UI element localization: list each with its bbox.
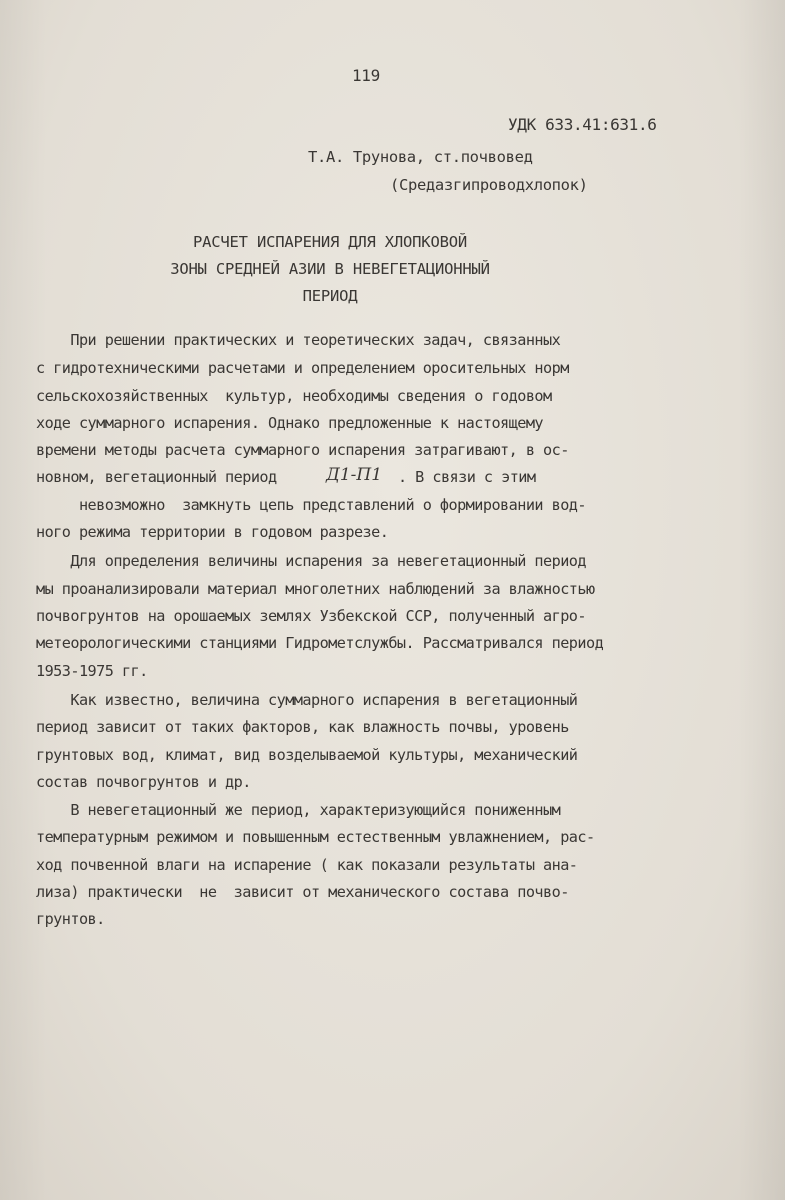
- body-line-11: почвогрунтов на орошаемых землях Узбекской ССР, полученный агро-: [36, 607, 586, 625]
- body-line-13: 1953-1975 гг.: [36, 662, 148, 680]
- body-line-4: ходе суммарного испарения. Однако предложенные к настоящему: [36, 414, 544, 432]
- body-line-3: сельскохозяйственных культур, необходимы сведения о годовом: [36, 387, 552, 405]
- body-line-19: температурным режимом и повышенным естественным увлажнением, рас-: [36, 828, 595, 846]
- body-line-21: лиза) практически не зависит от механического состава почво-: [36, 883, 569, 901]
- body-line-5: времени методы расчета суммарного испарения затрагивают, в ос-: [36, 441, 569, 459]
- body-line-8: ного режима территории в годовом разрезе.: [36, 523, 389, 541]
- organization-line: (Средазгипроводхлопок): [390, 176, 588, 194]
- body-line-17: состав почвогрунтов и др.: [36, 773, 251, 791]
- title-line-1: РАСЧЕТ ИСПАРЕНИЯ ДЛЯ ХЛОПКОВОЙ: [193, 233, 467, 251]
- body-line-6b: . В связи с этим: [398, 468, 536, 486]
- body-line-14: Как известно, величина суммарного испарения в вегетационный: [36, 691, 578, 709]
- body-line-6: новном, вегетационный период: [36, 468, 277, 486]
- body-line-10: мы проанализировали материал многолетних наблюдений за влажностью: [36, 580, 595, 598]
- handwritten-reference: Д1-П1: [326, 465, 383, 485]
- title-line-3: ПЕРИОД: [302, 287, 358, 305]
- body-line-2: с гидротехническими расчетами и определением оросительных норм: [36, 359, 569, 377]
- body-line-7: невозможно замкнуть цепь представлений о формировании вод-: [36, 496, 586, 514]
- body-line-15: период зависит от таких факторов, как влажность почвы, уровень: [36, 718, 569, 736]
- body-line-22: грунтов.: [36, 910, 105, 928]
- udk-code: УДК 633.41:631.6: [508, 115, 657, 134]
- body-line-20: ход почвенной влаги на испарение ( как показали результаты ана-: [36, 856, 578, 874]
- body-line-16: грунтовых вод, климат, вид возделываемой культуры, механический: [36, 746, 578, 764]
- author-line: Т.А. Трунова, ст.почвовед: [308, 148, 533, 166]
- body-line-9: Для определения величины испарения за невегетационный период: [36, 552, 586, 570]
- body-line-18: В невегетационный же период, характеризующийся пониженным: [36, 801, 561, 819]
- body-line-1: При решении практических и теоретических задач, связанных: [36, 331, 561, 349]
- title-line-2: ЗОНЫ СРЕДНЕЙ АЗИИ В НЕВЕГЕТАЦИОННЫЙ: [170, 260, 490, 278]
- page-number: 119: [352, 66, 380, 85]
- body-line-12: метеорологическими станциями Гидрометслужбы. Рассматривался период: [36, 634, 604, 652]
